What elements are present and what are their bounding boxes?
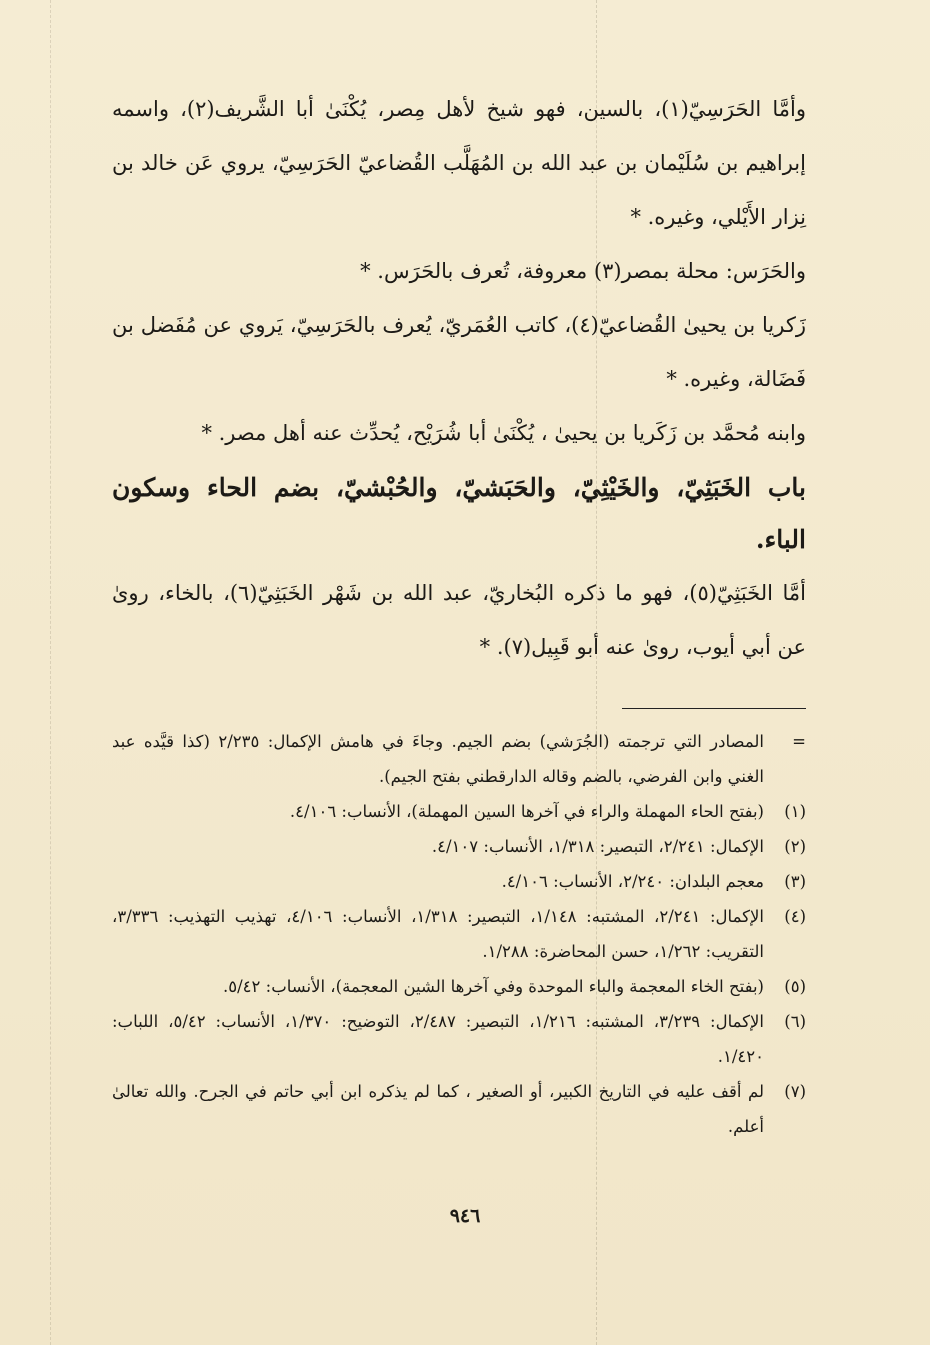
footnote-text: معجم البلدان: ٢/٢٤٠، الأنساب: ٤/١٠٦. [501,872,764,891]
footnote-6 [112,1004,806,1074]
footnote-2 [112,829,806,864]
footnote-text: المصادر التي ترجمته (الجُرَشي) بضم الجيم. وجاءَ في هامش الإكمال: ٢/٢٣٥ (كذا قيَّده عبد الغني وابن الفرضي، بالضم وقاله الدارقطني بفتح الجيم). [112,732,764,786]
footnote-text: لم أقف عليه في التاريخ الكبير، أو الصغير ، كما لم يذكره ابن أبي حاتم في الجرح. والله تعالىٰ أعلم. [112,1082,764,1136]
footnote-mark: (٦) [784,1012,806,1031]
footnote-5 [112,969,806,1004]
paragraph-ibn-zakariya: وابنه مُحمَّد بن زَكَريا بن يحيىٰ ، يُكْنَىٰ أبا شُرَيْح، يُحدِّث عنه أهل مصر. * [201,421,806,445]
footnote-3 [112,864,806,899]
scan-edge-line [50,0,51,1345]
paragraph-haras: والحَرَس: محلة بمصر(٣) معروفة، تُعرف بالحَرَس. * [360,259,806,283]
footnote-mark: (٤) [784,907,806,926]
footnotes [112,724,806,1144]
footnote-text: الإكمال: ٢/٢٤١، المشتبه: ١/١٤٨، التبصير: ١/٣١٨، الأنساب: ٤/١٠٦، تهذيب التهذيب: ٣/٣٣٦، التقريب: ١/٢٦٢، حسن المحاضرة: ١/٢٨٨. [112,907,764,961]
footnote-text: (بفتح الخاء المعجمة والباء الموحدة وفي آخرها الشين المعجمة)، الأنساب: ٥/٤٢. [222,977,764,996]
paragraph-khabathi: أمَّا الخَبَثِيّ(٥)، فهو ما ذكره البُخاريّ، عبد الله بن شَهْر الخَبَثِيّ(٦)، بالخاء، روىٰ عن أبي أيوب، روىٰ عنه أبو قَبِيل(٧). * [112,581,806,659]
footnote-4 [112,899,806,969]
footnote-mark: (٧) [784,1082,806,1101]
footnote-mark: (٥) [784,977,806,996]
footnote-mark: (١) [784,802,806,821]
footnote-text: الإكمال: ٢/٢٤١، التبصير: ١/٣١٨، الأنساب: ٤/١٠٧. [431,837,764,856]
footnote-text: (بفتح الحاء المهملة والراء في آخرها السين المهملة)، الأنساب: ٤/١٠٦. [289,802,764,821]
footnote-7 [112,1074,806,1144]
footnote-mark: (٢) [784,837,806,856]
paragraph-harasi: وأمَّا الحَرَسِيّ(١)، بالسين، فهو شيخ لأهل مِصر، يُكْنَىٰ أبا الشَّريف(٢)، واسمه إبراهيم بن سُلَيْمان بن عبد الله بن المُهَلَّب القُضاعيّ الحَرَسِيّ، يروي عَن خالد بن نِزار الأَيْلي، وغيره. * [112,97,807,229]
footnote-separator [622,708,806,709]
section-heading: باب الخَبَثِيّ، والخَيْثِيّ، والحَبَشيّ، والحُبْشيّ، بضم الحاء وسكون الباء. [112,473,806,554]
paragraph-zakariya: زَكريا بن يحيىٰ القُضاعيّ(٤)، كاتب العُمَريّ، يُعرف بالحَرَسِيّ، يَروي عن مُفَضل بن فَضَالة، وغيره. * [112,313,806,391]
footnote-text: الإكمال: ٣/٢٣٩، المشتبه: ١/٢١٦، التبصير: ٢/٤٨٧، التوضيح: ١/٣٧٠، الأنساب: ٥/٤٢، اللباب: ١/٤٢٠. [112,1012,764,1066]
footnote-mark: (٣) [784,872,806,891]
page-number: ٩٤٦ [449,1205,481,1227]
footnote-continued [112,724,806,794]
footnote-mark: = [792,732,806,751]
footnote-1 [112,794,806,829]
main-text [112,82,806,674]
